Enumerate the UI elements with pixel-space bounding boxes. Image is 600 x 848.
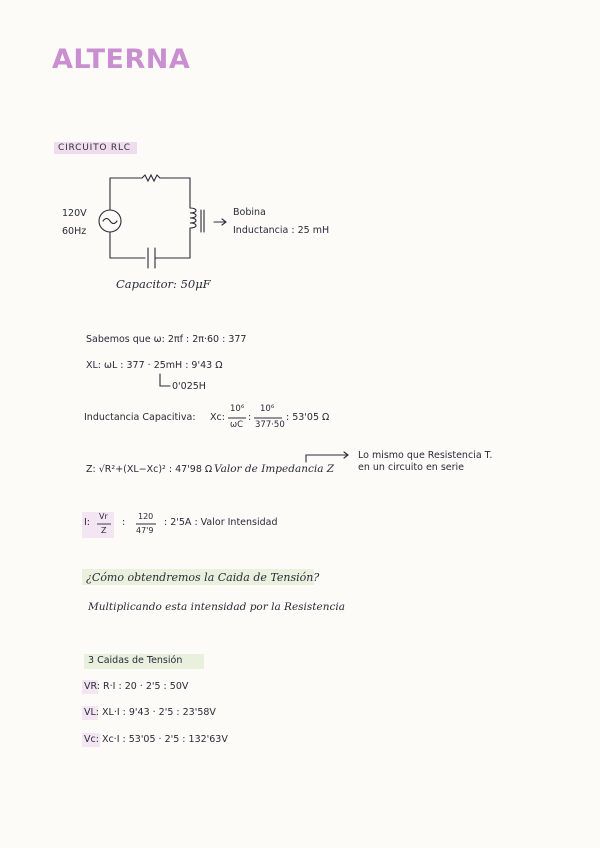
i-equals: :	[122, 517, 126, 528]
z-formula: Z: √R²+(XL−Xc)² : 47'98 Ω	[86, 464, 213, 475]
frequency-label: 60Hz	[62, 226, 87, 237]
z-note: Valor de Impedancia Z	[214, 463, 335, 475]
xc-numerator-1: 10⁶	[230, 404, 245, 414]
i-denominator: Z	[101, 526, 107, 535]
xc-lhs: Xc:	[210, 412, 225, 423]
xl-formula: XL: ωL : 377 · 25mH : 9'43 Ω	[86, 360, 223, 371]
coil-symbol	[190, 208, 196, 228]
xc-equals: :	[248, 412, 252, 423]
capacitor-label: Capacitor: 50μF	[116, 277, 211, 291]
drops-title: 3 Caidas de Tensión	[88, 655, 183, 666]
xc-numerator-2: 10⁶	[260, 404, 275, 414]
xc-label: Inductancia Capacitiva:	[84, 412, 196, 423]
i-denominator-2: 47'9	[136, 526, 154, 535]
vl-drop: VL: XL·I : 9'43 · 2'5 : 23'58V	[84, 707, 216, 718]
vc-drop: Vc: Xc·I : 53'05 · 2'5 : 132'63V	[84, 734, 228, 745]
i-result: : 2'5A : Valor Intensidad	[164, 517, 278, 528]
vr-drop: VR: R·I : 20 · 2'5 : 50V	[84, 681, 189, 692]
xc-denominator-1: ωC	[230, 420, 244, 430]
xc-result: : 53'05 Ω	[286, 412, 330, 423]
question-text: ¿Cómo obtendremos la Caida de Tensión?	[86, 571, 320, 584]
xc-denominator-2: 377·50	[255, 420, 285, 430]
page-title: ALTERNA	[52, 44, 191, 75]
i-numerator-2: 120	[138, 512, 154, 521]
capacitor-symbol	[148, 248, 155, 268]
resistance-note-1: Lo mismo que Resistencia T.	[358, 450, 493, 461]
henry-conversion: 0'025H	[172, 381, 206, 392]
resistance-note-2: en un circuito en serie	[358, 462, 465, 473]
resistor-symbol	[142, 175, 160, 181]
section-label: CIRCUITO RLC	[54, 142, 137, 154]
i-lhs: I:	[84, 517, 91, 528]
inductance-label: Inductancia : 25 mH	[233, 225, 330, 236]
omega-formula: Sabemos que ω: 2πf : 2π·60 : 377	[86, 334, 247, 345]
i-numerator: Vr	[99, 512, 108, 521]
coil-label: Bobina	[233, 207, 266, 218]
answer-text: Multiplicando esta intensidad por la Resistencia	[88, 601, 345, 613]
voltage-label: 120V	[62, 208, 87, 219]
